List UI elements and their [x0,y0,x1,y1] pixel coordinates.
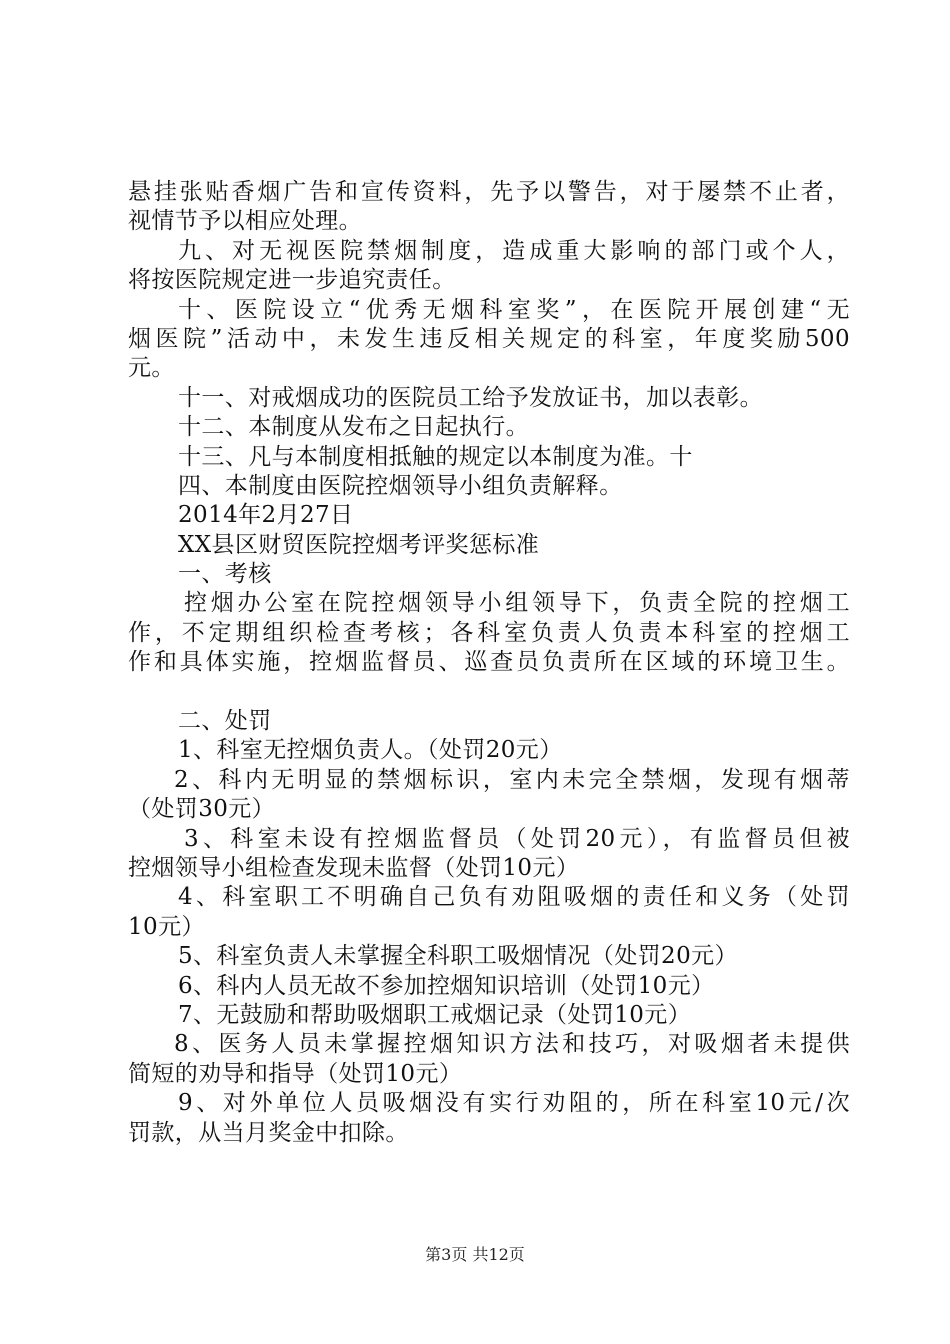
section-title: XX县区财贸医院控烟考评奖惩标准 [178,531,540,558]
text-line: 作，不定期组织检查考核；各科室负责人负责本科室的控烟工 [128,619,850,646]
text-line: 十一、对戒烟成功的医院员工给予发放证书，加以表彰。 [178,384,763,411]
text-line: 烟医院”活动中，未发生违反相关规定的科室，年度奖励500 [128,325,850,352]
text-line: 控烟领导小组检查发现未监督（处罚10元） [128,854,580,881]
text-line: 4、科室职工不明确自己负有劝阻吸烟的责任和义务（处罚 [178,884,850,911]
section-heading: 一、考核 [178,561,272,588]
text-line: 简短的劝导和指导（处罚10元） [128,1060,463,1087]
text-line: 十、医院设立“优秀无烟科室奖”，在医院开展创建“无 [178,296,850,323]
document-date: 2014年2月27日 [178,502,354,529]
text-line: 2、科内无明显的禁烟标识，室内未完全禁烟，发现有烟蒂 [174,766,850,793]
page-number-footer: 第3页 共12页 [425,1245,525,1264]
text-line: 十三、凡与本制度相抵触的规定以本制度为准。十 [178,443,693,470]
text-line: （处罚30元） [128,796,276,823]
text-line: 5、科室负责人未掌握全科职工吸烟情况（处罚20元） [178,943,738,970]
text-line: 元。 [128,355,175,382]
blank-line [128,678,850,707]
text-line: 四、本制度由医院控烟领导小组负责解释。 [178,472,623,499]
text-line: 6、科内人员无故不参加控烟知识培训（处罚10元） [178,972,715,999]
text-line: 9、对外单位人员吸烟没有实行劝阻的，所在科室10元/次 [178,1090,850,1117]
text-line: 悬挂张贴香烟广告和宣传资料，先予以警告，对于屡禁不止者， [128,179,850,205]
text-line: 作和具体实施，控烟监督员、巡查员负责所在区域的环境卫生。 [128,649,850,676]
text-line: 8、医务人员未掌握控烟知识方法和技巧，对吸烟者未提供 [174,1031,850,1058]
text-line: 九、对无视医院禁烟制度，造成重大影响的部门或个人， [178,237,850,264]
text-line: 7、无鼓励和帮助吸烟职工戒烟记录（处罚10元） [178,1001,692,1028]
text-line: 十二、本制度从发布之日起执行。 [178,414,529,441]
text-line: 将按医院规定进一步追究责任。 [128,267,456,294]
text-line: 10元） [128,913,205,940]
text-line: 控烟办公室在院控烟领导小组领导下，负责全院的控烟工 [184,590,850,617]
document-body [128,178,850,1148]
text-line: 视情节予以相应处理。 [128,208,362,235]
text-line: 1、科室无控烟负责人。（处罚20元） [178,737,563,764]
text-line: 罚款，从当月奖金中扣除。 [128,1119,409,1146]
text-line: 3、科室未设有控烟监督员（处罚20元），有监督员但被 [184,825,850,852]
section-heading: 二、处罚 [178,708,272,735]
